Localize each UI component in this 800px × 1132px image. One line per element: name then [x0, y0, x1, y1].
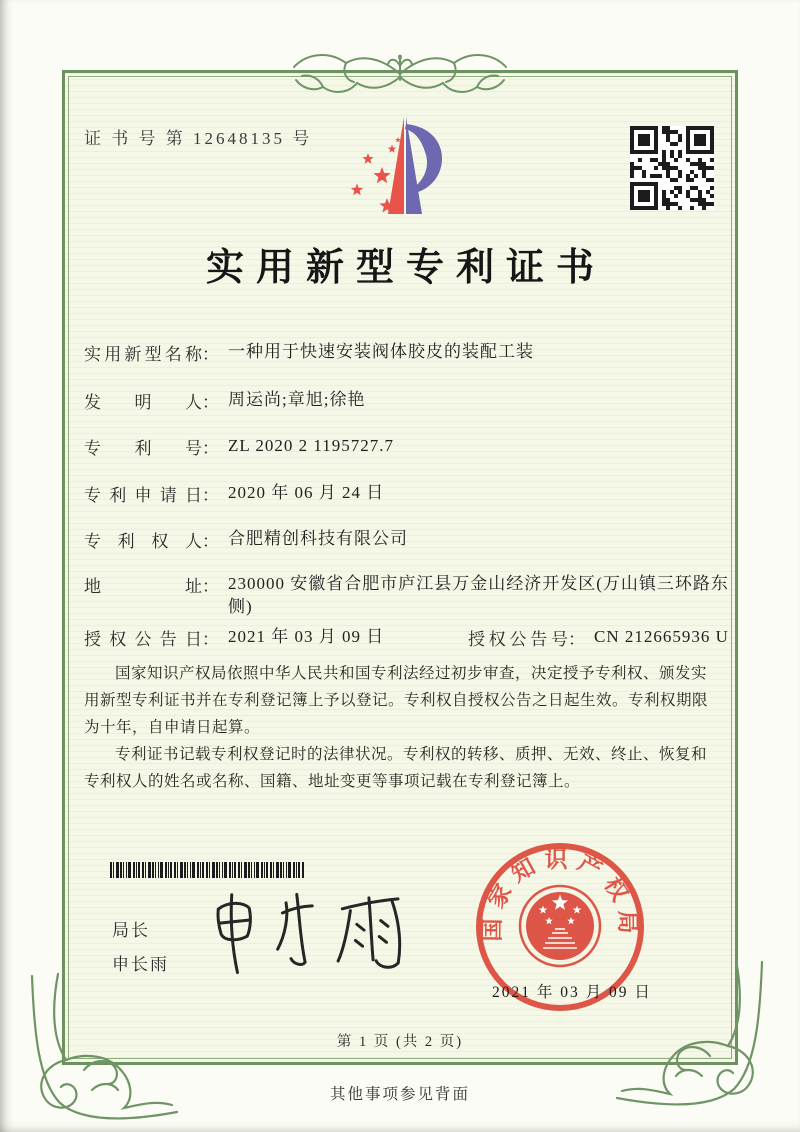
field-label: 专利号 — [84, 439, 202, 458]
signer-name: 申长雨 — [112, 955, 169, 974]
field-colon: ： — [202, 345, 219, 364]
top-border-ornament — [280, 36, 520, 106]
field-label: 地址 — [84, 577, 202, 596]
field-inventors — [84, 388, 365, 413]
field-value: 周运尚;章旭;徐艳 — [228, 390, 366, 409]
seal-date: 2021 年 03 月 09 日 — [492, 984, 652, 1001]
field-value: 230000 安徽省合肥市庐江县万金山经济开发区(万山镇三环路东侧) — [228, 574, 729, 616]
certificate-title: 实用新型专利证书 — [205, 247, 606, 289]
cnipa-logo-icon — [342, 114, 467, 219]
field-value: 合肥精创科技有限公司 — [228, 529, 408, 548]
page-number: 第 1 页 (共 2 页) — [336, 1034, 464, 1050]
field-label: 专利权人 — [84, 532, 202, 551]
seal-ring-text: 国家知识产权局 — [479, 847, 641, 942]
field-grant-number — [468, 625, 729, 650]
field-grant-date — [84, 625, 384, 650]
field-label: 授权公告号 — [468, 630, 568, 649]
field-colon: ： — [202, 486, 219, 505]
field-patent-number — [84, 434, 394, 459]
barcode — [110, 862, 308, 878]
legal-statement — [84, 660, 720, 795]
qr-code — [630, 126, 714, 210]
field-colon: ： — [202, 577, 219, 596]
field-label: 实用新型名称 — [84, 345, 202, 364]
field-value: CN 212665936 U — [594, 627, 729, 646]
field-colon: ： — [202, 439, 219, 458]
field-colon: ： — [202, 630, 219, 649]
field-value: ZL 2020 2 1195727.7 — [228, 436, 395, 455]
legal-paragraph-1: 国家知识产权局依照中华人民共和国专利法经过初步审查，决定授予专利权、颁发实用新型专利证书并在专利登记簿上予以登记。专利权自授权公告之日起生效。专利权期限为十年，自申请日起算。 — [84, 665, 709, 736]
field-label: 专利申请日 — [84, 486, 202, 505]
signer-title: 局长 — [112, 921, 150, 940]
national-emblem-icon — [520, 886, 600, 966]
field-colon: ： — [202, 393, 219, 412]
certificate-number: 证 书 号 第 12648135 号 — [84, 129, 313, 148]
field-application-date — [84, 481, 384, 506]
legal-paragraph-2: 专利证书记载专利权登记时的法律状况。专利权的转移、质押、无效、终止、恢复和专利权人的姓名或名称、国籍、地址变更等事项记载在专利登记簿上。 — [84, 746, 708, 790]
back-side-note: 其他事项参见背面 — [329, 1086, 470, 1103]
field-utility-model-name — [84, 340, 534, 365]
field-colon: ： — [202, 532, 219, 551]
field-value: 一种用于快速安装阀体胶皮的装配工装 — [228, 342, 534, 361]
field-value: 2021 年 03 月 09 日 — [228, 627, 385, 646]
field-label: 发明人 — [84, 393, 202, 412]
commissioner-signature — [193, 878, 426, 981]
field-address — [84, 572, 733, 618]
field-patentee — [84, 527, 408, 552]
field-label: 授权公告日 — [84, 630, 202, 649]
field-value: 2020 年 06 月 24 日 — [228, 483, 385, 502]
field-colon: ： — [568, 630, 585, 649]
